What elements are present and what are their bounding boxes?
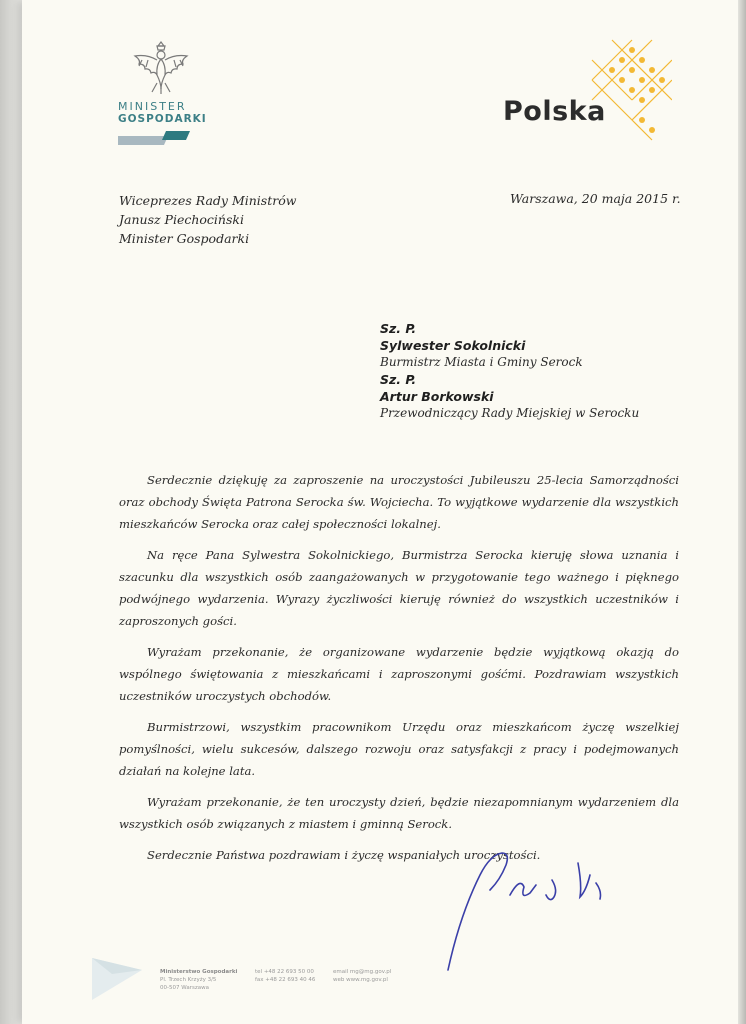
sender-block bbox=[119, 191, 296, 248]
sender-title: Wiceprezes Rady Ministrów bbox=[119, 193, 297, 208]
footer-address-line: 00-507 Warszawa bbox=[160, 985, 209, 991]
footer-org: Ministerstwo Gospodarki bbox=[160, 969, 238, 975]
footer-contact bbox=[333, 968, 391, 984]
polska-folk-pattern-icon bbox=[588, 36, 672, 148]
sender-name: Janusz Piechociński bbox=[119, 212, 244, 227]
footer-phone bbox=[255, 968, 315, 984]
footer-tel: tel +48 22 693 50 00 bbox=[255, 969, 314, 975]
recipient-role: Burmistrz Miasta i Gminy Serock bbox=[380, 355, 583, 369]
recipients-block bbox=[380, 320, 639, 422]
footer-address-line: Pl. Trzech Krzyży 3/5 bbox=[160, 977, 217, 983]
letter-date: Warszawa, 20 maja 2015 r. bbox=[510, 191, 681, 206]
handwritten-signature bbox=[440, 845, 620, 975]
footer-fax: fax +48 22 693 40 46 bbox=[255, 977, 316, 983]
ministry-color-bar bbox=[118, 131, 190, 145]
body-paragraph: Burmistrzowi, wszystkim pracownikom Urzędu oraz mieszkańcom życzę wszelkiej pomyślności, wielu sukcesów, dalszego rozwoju oraz satysfakcji z pracy i podejmowanych działań na kolejne lata. bbox=[119, 720, 679, 778]
polska-brand-wordmark: Polska bbox=[503, 96, 606, 127]
letter-body bbox=[119, 469, 679, 875]
recipient-name: Sylwester Sokolnicki bbox=[380, 338, 526, 353]
sender-office: Minister Gospodarki bbox=[119, 231, 250, 246]
recipient-salutation: Sz. P. bbox=[380, 321, 417, 336]
ministry-name-line2: GOSPODARKI bbox=[118, 113, 207, 125]
recipient-role: Przewodniczący Rady Miejskiej w Serocku bbox=[380, 406, 640, 420]
scan-left-edge bbox=[0, 0, 22, 1024]
ministry-name-line1: MINISTER bbox=[118, 100, 187, 113]
body-paragraph: Wyrażam przekonanie, że organizowane wydarzenie będzie wyjątkową okazją do wspólnego świętowania z mieszkańcami i zaproszonymi gośćmi. Pozdrawiam wszystkich uczestników uroczystych obchodów. bbox=[119, 645, 679, 703]
scan-right-edge bbox=[738, 0, 746, 1024]
body-paragraph: Wyrażam przekonanie, że ten uroczysty dzień, będzie niezapomnianym wydarzeniem dla wszystkich osób związanych z miastem i gminną Serock. bbox=[119, 795, 679, 831]
eagle-emblem-icon bbox=[130, 38, 192, 96]
ministry-footer-logo bbox=[92, 948, 144, 1000]
body-paragraph: Na ręce Pana Sylwestra Sokolnickiego, Burmistrza Serocka kieruję słowa uznania i szacunku dla wszystkich osób zaangażowanych w przygotowanie tego ważnego i pięknego podwójnego wydarzenia. Wyrazy życzliwości kieruję również do wszystkich uczestników i zaproszonych gości. bbox=[119, 548, 679, 628]
recipient-name: Artur Borkowski bbox=[380, 389, 494, 404]
recipient-salutation: Sz. P. bbox=[380, 372, 417, 387]
footer-email[interactable]: email mg@mg.gov.pl bbox=[333, 969, 392, 975]
footer-web[interactable]: web www.mg.gov.pl bbox=[333, 977, 388, 983]
footer-address bbox=[160, 968, 237, 992]
body-paragraph: Serdecznie Państwa pozdrawiam i życzę wspaniałych uroczystości. bbox=[147, 848, 541, 862]
body-paragraph: Serdecznie dziękuję za zaproszenie na uroczystości Jubileuszu 25-lecia Samorządności oraz obchody Święta Patrona Serocka św. Wojciecha. To wyjątkowe wydarzenie dla wszystkich mieszkańców Serocka oraz całej społeczności lokalnej. bbox=[119, 473, 679, 531]
